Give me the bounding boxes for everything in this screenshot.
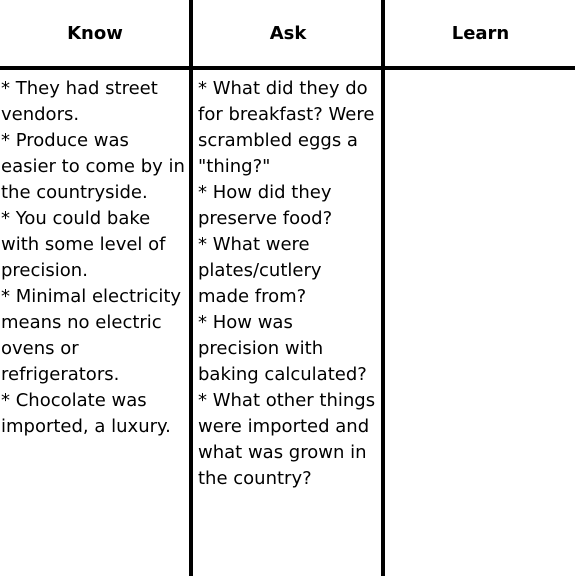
know-column — [1, 76, 187, 440]
column-divider-ask-learn — [381, 0, 385, 576]
know-item: * Produce was easier to come by in the countryside. — [1, 130, 185, 203]
know-item: * Minimal electricity means no electric ovens or refrigerators. — [1, 286, 182, 385]
ask-item: * What were plates/cutlery made from? — [198, 234, 322, 307]
column-header-learn: Learn — [451, 22, 510, 44]
header-divider — [0, 66, 575, 70]
ask-column — [198, 76, 378, 492]
column-header-ask: Ask — [269, 22, 307, 44]
know-item: * Chocolate was imported, a luxury. — [1, 390, 171, 437]
ask-item: * What did they do for breakfast? Were scrambled eggs a "thing?" — [198, 78, 375, 177]
ask-item: * What other things were imported and what was grown in the country? — [198, 390, 376, 489]
ask-item: * How was precision with baking calculated? — [198, 312, 367, 385]
column-divider-know-ask — [189, 0, 193, 576]
column-header-know: Know — [67, 22, 123, 44]
know-item: * They had street vendors. — [1, 78, 158, 125]
ask-item: * How did they preserve food? — [198, 182, 333, 229]
know-item: * You could bake with some level of precision. — [1, 208, 166, 281]
header-row — [0, 0, 575, 66]
